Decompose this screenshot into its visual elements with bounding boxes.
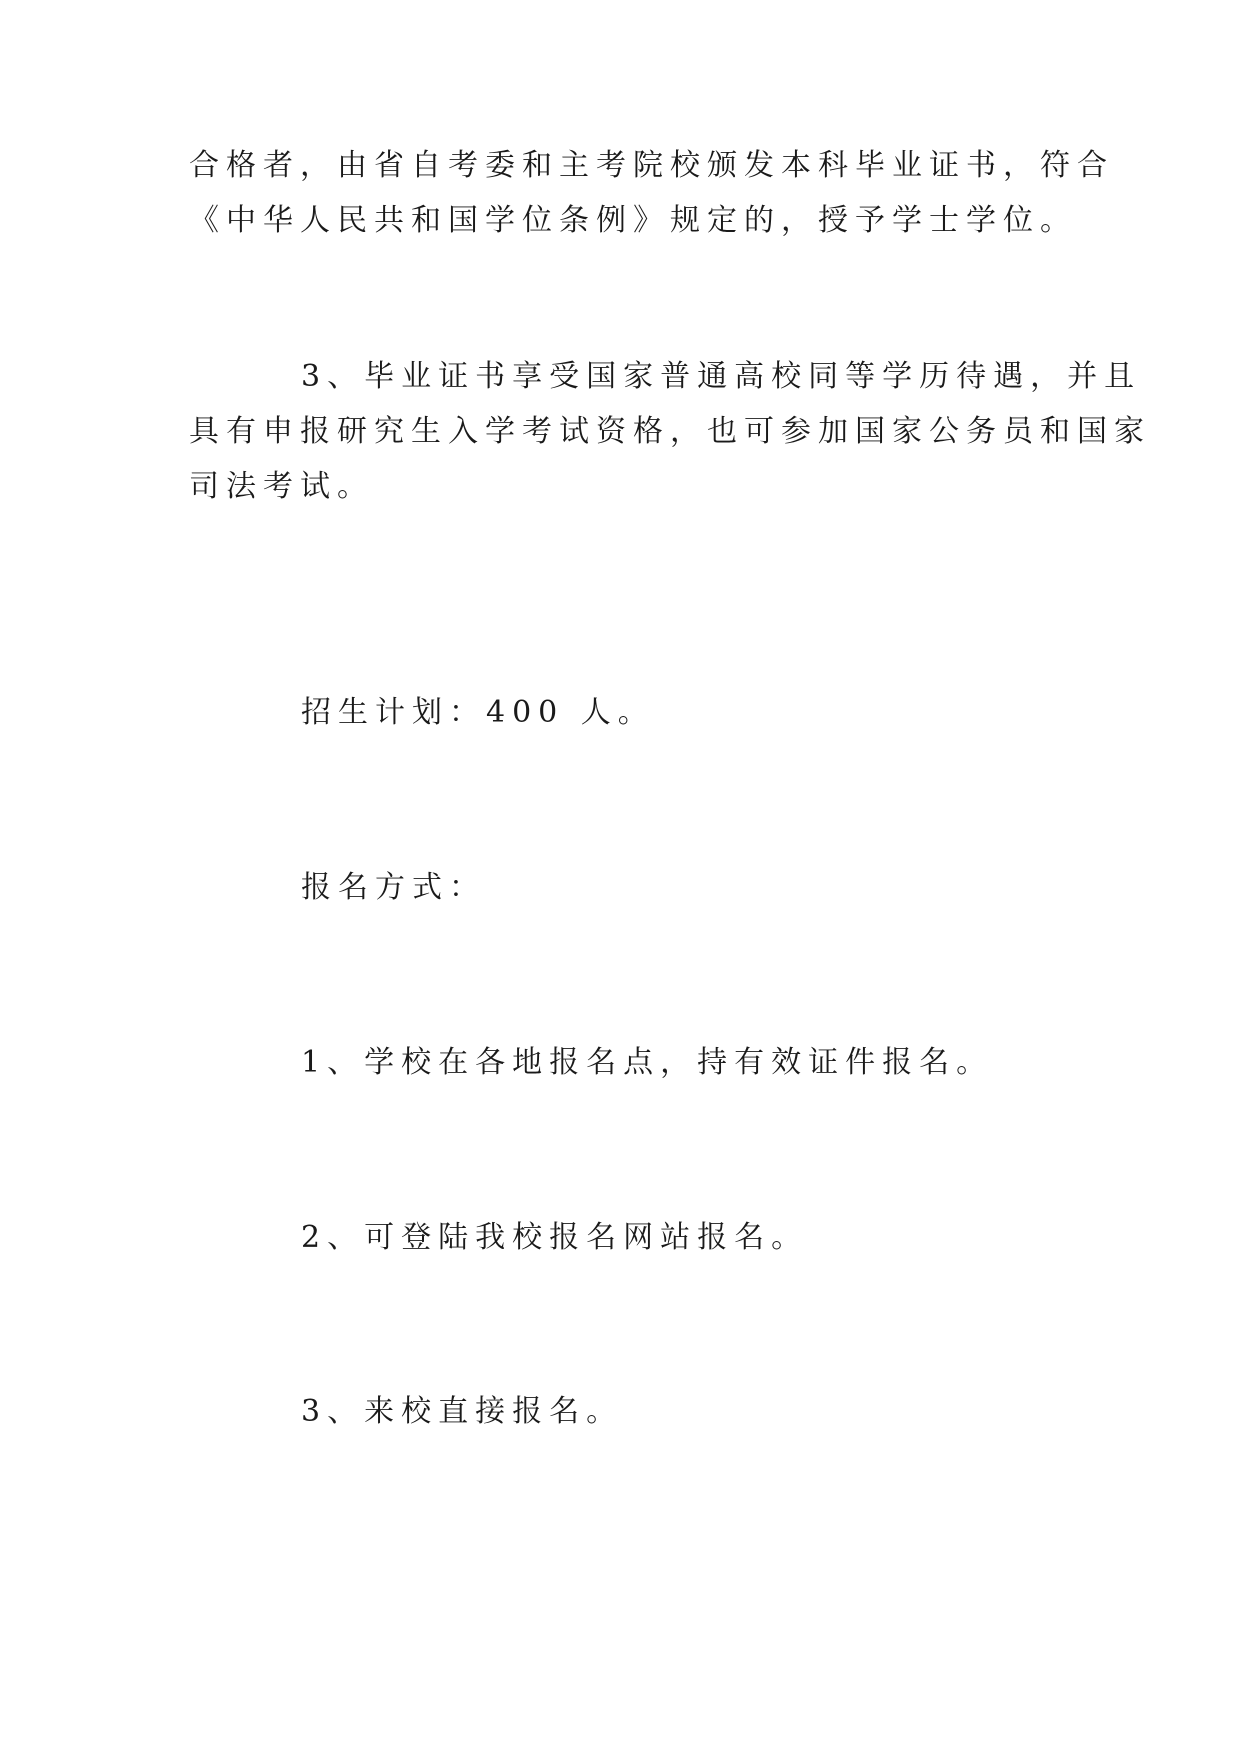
paragraph-enrollment-plan — [189, 685, 1061, 740]
paragraph-registration-heading — [189, 860, 1061, 915]
text-line: 招生计划：400 人。 — [301, 695, 655, 730]
text-line: 合格者，由省自考委和主考院校颁发本科毕业证书，符合 — [189, 148, 1114, 183]
text-line: 2、可登陆我校报名网站报名。 — [301, 1220, 809, 1255]
text-line: 《中华人民共和国学位条例》规定的，授予学士学位。 — [189, 203, 1077, 238]
paragraph-registration-item-3 — [189, 1384, 1061, 1439]
text-line: 报名方式： — [301, 870, 486, 905]
text-line: 1、学校在各地报名点，持有效证件报名。 — [301, 1045, 994, 1080]
text-line: 3、来校直接报名。 — [301, 1394, 624, 1429]
paragraph-registration-item-2 — [189, 1210, 1061, 1265]
text-line: 具有申报研究生入学考试资格，也可参加国家公务员和国家 — [189, 414, 1151, 449]
text-line: 3、毕业证书享受国家普通高校同等学历待遇，并且 — [301, 359, 1142, 394]
text-line: 司法考试。 — [189, 469, 374, 504]
paragraph-degree-award — [189, 138, 1114, 248]
paragraph-registration-item-1 — [189, 1035, 1061, 1090]
paragraph-diploma-benefits — [189, 349, 1151, 514]
